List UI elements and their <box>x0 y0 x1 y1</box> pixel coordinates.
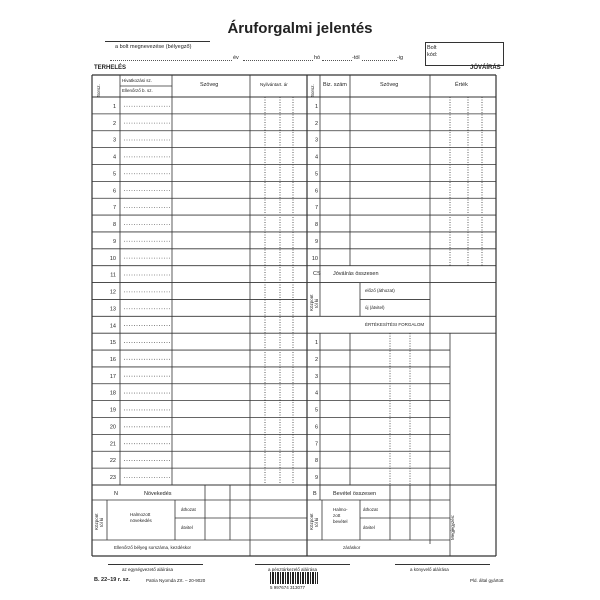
left-row-number: 8 <box>112 222 116 229</box>
form-title: Áruforgalmi jelentés <box>227 20 373 37</box>
left-row-number: 21 <box>109 441 116 448</box>
left-ell-header: Ellenőrző b. sz. <box>122 88 153 93</box>
elozo-label: előző (áthozat) <box>365 288 395 293</box>
right-bottom-row-number: 7 <box>314 441 318 448</box>
halmozott-novekedes-label: Halmozott növekedés <box>130 512 152 523</box>
n-label: N <box>114 491 118 497</box>
to-label: -ig <box>397 55 404 61</box>
right-row-number: 4 <box>314 154 318 161</box>
right-bottom-row-number: 3 <box>314 373 318 380</box>
megjegyzes-label: Megjegyzés: <box>450 514 455 540</box>
right-szoveg-header: Szöveg <box>380 82 399 88</box>
signature-line-1[interactable] <box>108 564 203 565</box>
left-row-number: 6 <box>112 188 116 195</box>
signature-line-2[interactable] <box>255 564 350 565</box>
ertekesitesi-label: ÉRTÉKESÍTÉSI FORGALOM <box>365 322 425 327</box>
right-bottom-row-number: 1 <box>314 340 318 347</box>
right-ertek-header: Érték <box>455 82 468 88</box>
left-athozat-label: áthozat <box>181 507 196 512</box>
right-athozat-label: áthozat <box>363 507 378 512</box>
store-name-label: a bolt megnevezése (bélyegző) <box>115 44 192 50</box>
from-label: -tól <box>352 55 360 61</box>
right-kozpont-label: Központ tól ki <box>309 294 319 312</box>
right-row-number: 2 <box>314 120 318 127</box>
right-footer-note: Pld. által gyártott <box>470 578 504 583</box>
left-row-number: 23 <box>109 475 116 482</box>
signature-label-3: a könyvelő aláírása <box>410 567 449 572</box>
right-row-number: 9 <box>314 238 318 245</box>
right-bottom-row-number: 9 <box>314 475 318 482</box>
left-row-number: 4 <box>112 154 116 161</box>
right-atvitel-label: átvitel <box>363 525 375 530</box>
ellenorzo-label: Ellenőrző bélyeg sorszáma, kezdéskor <box>114 545 192 550</box>
zaraskor-label: záráskor <box>343 545 361 550</box>
novekedes-label: Növekedés <box>144 491 172 497</box>
left-row-number: 14 <box>109 323 116 330</box>
cs-label: CS <box>313 271 321 277</box>
right-kozpont-bottom-label: Központ tól ki <box>309 513 319 531</box>
form-code: B. 22–19 r. sz. <box>94 577 131 583</box>
section-jovairas: JÓVÁÍRÁS <box>470 65 501 71</box>
right-bottom-row-number: 4 <box>314 390 318 397</box>
left-row-number: 22 <box>109 458 116 465</box>
left-row-number: 7 <box>112 205 116 212</box>
year-label: év <box>233 55 239 61</box>
right-row-number: 7 <box>314 205 318 212</box>
right-row-number: 1 <box>314 103 318 110</box>
left-row-number: 16 <box>109 357 116 364</box>
left-row-number: 17 <box>109 373 116 380</box>
left-row-number: 5 <box>112 171 116 178</box>
left-hiv-header: Hivatkozási sz. <box>122 78 153 83</box>
left-row-number: 13 <box>109 306 116 313</box>
month-label: hó <box>314 55 321 61</box>
left-row-number: 10 <box>109 255 116 262</box>
left-kozpont-label: Központ tól ki <box>94 513 104 531</box>
right-bottom-row-number: 6 <box>314 424 318 431</box>
halmo-label: Halmo- zott bevétel <box>333 507 348 524</box>
publisher: Patria Nyomda Zrt. – 20-9020 <box>146 578 206 583</box>
left-row-number: 15 <box>109 340 116 347</box>
barcode <box>270 572 318 584</box>
section-terheles: TERHELÉS <box>94 65 127 71</box>
right-row-number: 3 <box>314 137 318 144</box>
left-row-number: 1 <box>112 103 116 110</box>
right-biz-header: Biz. szám <box>323 82 347 88</box>
left-row-number: 19 <box>109 407 116 414</box>
signature-line-3[interactable] <box>395 564 490 565</box>
bevetel-label: Bevétel összesen <box>333 491 377 497</box>
right-sorsz-header: Sorsz. <box>310 84 315 98</box>
left-row-number: 20 <box>109 424 116 431</box>
barcode-number: 5 997674 313077 <box>270 585 306 590</box>
left-row-number: 11 <box>110 272 116 279</box>
signature-label-2: a pénztárkezelő aláírása <box>268 567 318 572</box>
left-atvitel-label: átvitel <box>181 525 193 530</box>
signature-label-1: az egységvezető aláírása <box>122 567 174 572</box>
left-nyilv-header: Nyilvántart. ár <box>260 82 288 87</box>
uj-label: új (átvitel) <box>365 305 385 310</box>
left-szoveg-header: Szöveg <box>200 82 219 88</box>
left-sorsz-header: Sorsz. <box>96 84 101 98</box>
right-row-number: 8 <box>314 222 318 229</box>
right-row-number: 6 <box>314 188 318 195</box>
left-row-number: 12 <box>109 289 116 296</box>
left-row-number: 18 <box>109 390 116 397</box>
right-bottom-row-number: 5 <box>314 407 318 414</box>
jovairas-osszesen-label: Jóváírás összesen <box>333 271 379 277</box>
left-row-number: 9 <box>112 238 116 245</box>
right-row-number: 10 <box>311 255 318 262</box>
right-bottom-row-number: 2 <box>314 357 318 364</box>
left-row-number: 2 <box>112 120 116 127</box>
b-label: B <box>313 491 317 497</box>
right-row-number: 5 <box>314 171 318 178</box>
store-code-label: Bolt kód: <box>427 45 438 58</box>
left-row-number: 3 <box>112 137 116 144</box>
right-bottom-row-number: 8 <box>314 458 318 465</box>
